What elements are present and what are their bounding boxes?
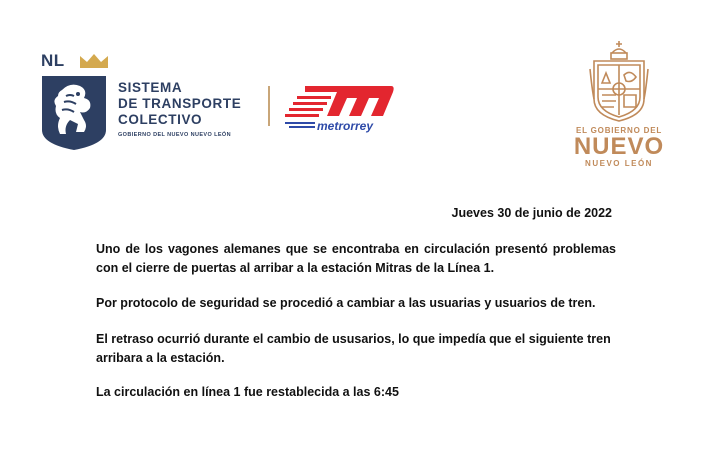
- gobierno-line-3: NUEVO LEÓN: [585, 159, 653, 168]
- stc-line-2: DE TRANSPORTE: [118, 96, 242, 111]
- paragraph-2: Por protocolo de seguridad se procedió a cambiar a las usuarias y usuarios de tren.: [96, 296, 596, 310]
- lion-shield-icon: [40, 74, 108, 152]
- gobierno-logo: [559, 39, 679, 169]
- stc-line-3: COLECTIVO: [118, 112, 203, 127]
- paragraph-4: La circulación en línea 1 fue restablecida a las 6:45: [96, 385, 399, 399]
- nl-logo-text: NL: [41, 51, 65, 70]
- logo-divider: [268, 86, 270, 126]
- stc-logo-text: [118, 80, 242, 138]
- statement-date: Jueves 30 de junio de 2022: [451, 206, 612, 220]
- gobierno-line-1: EL GOBIERNO DEL: [575, 126, 663, 135]
- paragraph-1: Uno de los vagones alemanes que se encontraba en circulación presentó problemas con el cierre de puertas al arribar a la estación Mitras de la Línea 1.: [96, 242, 616, 275]
- paragraph-3: El retraso ocurrió durante el cambio de ususarios, lo que impedía que el siguiente tren arribara a la estación.: [96, 332, 611, 365]
- coat-of-arms-icon: [588, 39, 650, 123]
- metrorrey-logo: [283, 80, 395, 136]
- crown-icon: [79, 53, 109, 69]
- stc-subtitle: GOBIERNO DEL NUEVO NUEVO LEÓN: [118, 132, 231, 138]
- metrorrey-logo-text: metrorrey: [317, 119, 374, 133]
- gobierno-line-2: NUEVO: [573, 133, 665, 160]
- stc-line-1: SISTEMA: [118, 80, 183, 95]
